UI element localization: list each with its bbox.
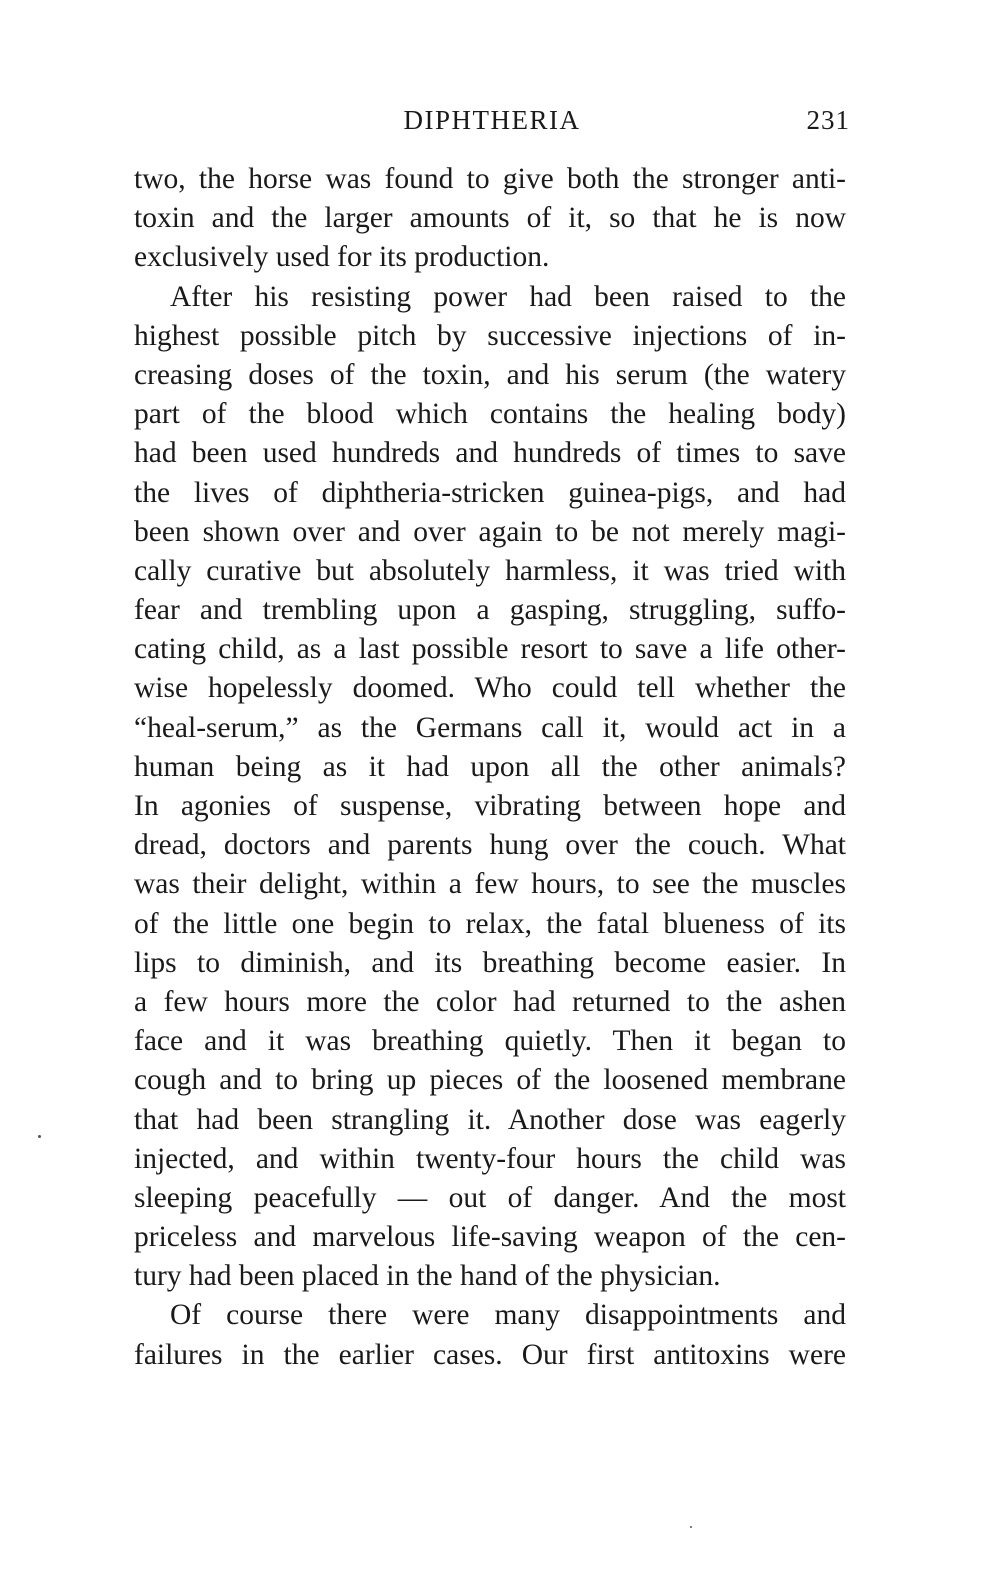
text-line: human being as it had upon all the other animals? [134,750,846,783]
text-line: dread, doctors and parents hung over the couch. What [134,829,846,862]
text-line: In agonies of suspense, vibrating between hope and [134,790,846,822]
text-line: the lives of diphtheria-stricken guinea-pigs, and had [134,476,846,509]
text-line: sleeping peacefully — out of danger. And the most [134,1181,846,1214]
scan-speck [690,1526,692,1528]
text-line: “heal-serum,” as the Germans call it, would act in a [134,711,846,744]
text-line: cating child, as a last possible resort to save a life other- [134,633,846,666]
text-line: cally curative but absolutely harmless, it was tried with [134,554,846,587]
text-line: a few hours more the color had returned to the ashen [134,985,846,1018]
text-line: face and it was breathing quietly. Then it began to [134,1025,846,1058]
text-line: After his resisting power had been raised to the [170,280,846,313]
scan-speck [38,1135,41,1138]
running-head [134,100,850,140]
text-line: cough and to bring up pieces of the loosened membrane [134,1064,846,1097]
text-line: been shown over and over again to be not merely magi- [134,515,846,548]
text-line: fear and trembling upon a gasping, struggling, suffo- [134,594,846,627]
text-line: tury had been placed in the hand of the physician. [134,1260,721,1293]
text-line: injected, and within twenty-four hours the child was [134,1142,846,1175]
text-line: toxin and the larger amounts of it, so that he is now [134,202,846,235]
text-line: part of the blood which contains the healing body) [134,398,846,431]
text-line: had been used hundreds and hundreds of times to save [134,437,846,470]
text-line: highest possible pitch by successive injections of in- [134,319,846,352]
running-title: DIPHTHERIA [403,105,581,135]
text-line: creasing doses of the toxin, and his serum (the watery [134,358,846,391]
page-number: 231 [806,105,850,135]
text-line: Of course there were many disappointments and [170,1299,846,1332]
text-line: failures in the earlier cases. Our first antitoxins were [134,1338,846,1371]
text-line: that had been strangling it. Another dose was eagerly [134,1103,846,1136]
text-line: wise hopelessly doomed. Who could tell whether the [134,672,846,705]
text-line: of the little one begin to relax, the fatal blueness of its [134,907,846,940]
text-line: two, the horse was found to give both the stronger anti- [134,163,846,195]
text-line: exclusively used for its production. [134,241,550,274]
body-text [134,160,846,1375]
text-line: priceless and marvelous life-saving weapon of the cen- [134,1221,846,1254]
text-line: lips to diminish, and its breathing become easier. In [134,946,846,979]
text-line: was their delight, within a few hours, to see the muscles [134,868,846,901]
